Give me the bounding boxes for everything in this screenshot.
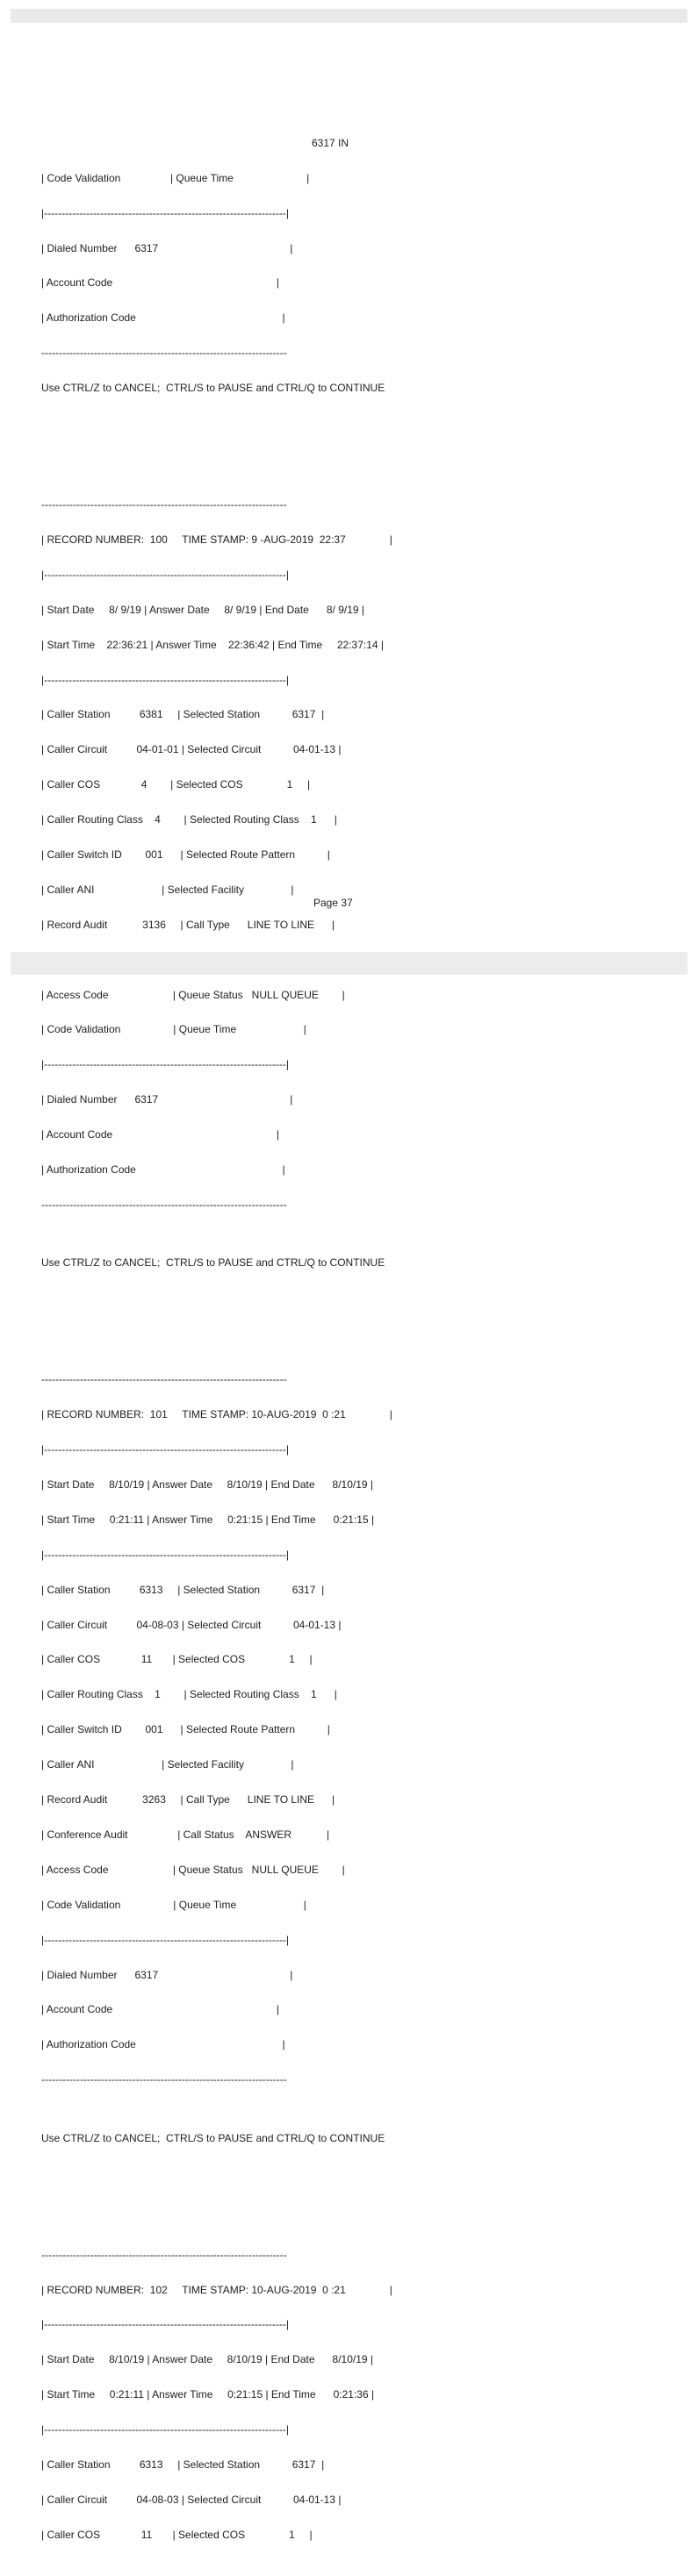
record-line: | Access Code | Queue Status NULL QUEUE | <box>41 1863 345 1876</box>
record-line: | Caller Station 6313 | Selected Station 6317 | <box>41 2458 325 2471</box>
record-line: | Caller Circuit 04-08-03 | Selected Circuit 04-01-13 | <box>41 2493 342 2506</box>
record-line: |---------------------------------------------------------------------| <box>41 1548 289 1561</box>
record-102 <box>41 2226 656 2565</box>
continued-rule: ---------------------------------------------------------------------- <box>41 347 287 360</box>
record-line: | Caller Station 6381 | Selected Station 6317 | <box>41 708 325 721</box>
scan-top-band <box>11 9 687 23</box>
record-line: |---------------------------------------------------------------------| <box>41 1058 289 1071</box>
record-line: | Record Audit 3263 | Call Type LINE TO LINE | <box>41 1793 335 1807</box>
record-line: | Record Audit 3136 | Call Type LINE TO LINE | <box>41 918 335 931</box>
prompt-line: Use CTRL/Z to CANCEL; CTRL/S to PAUSE and CTRL/Q to CONTINUE <box>41 1256 385 1270</box>
record-line: | Caller ANI | Selected Facility | <box>41 1758 294 1771</box>
record-100 <box>41 476 656 1234</box>
record-line: ---------------------------------------------------------------------- <box>41 2248 287 2261</box>
continued-row: | Code Validation | Queue Time | <box>41 171 310 184</box>
record-header: | RECORD NUMBER: 101 TIME STAMP: 10-AUG-2019 0 :21 | <box>41 1408 392 1421</box>
record-line: | Caller Circuit 04-08-03 | Selected Circuit 04-01-13 | <box>41 1618 342 1631</box>
record-line: ---------------------------------------------------------------------- <box>41 498 287 512</box>
record-101 <box>41 1351 656 2109</box>
record-line: | Authorization Code | <box>41 1163 285 1177</box>
record-line: | Access Code | Queue Status NULL QUEUE | <box>41 988 345 1001</box>
record-line: | Authorization Code | <box>41 2038 285 2051</box>
record-line: | Conference Audit | Call Status ANSWER | <box>41 1828 330 1841</box>
record-line: | Code Validation | Queue Time | <box>41 1023 306 1036</box>
continued-dialed-number: | Dialed Number 6317 | <box>41 241 293 254</box>
record-line: | Start Time 22:36:21 | Answer Time 22:36:42 | End Time 22:37:14 | <box>41 638 385 651</box>
record-line: | Caller COS 4 | Selected COS 1 | <box>41 778 311 791</box>
record-line: | Caller ANI | Selected Facility | <box>41 883 294 896</box>
report-page <box>41 103 656 2541</box>
record-line: |---------------------------------------------------------------------| <box>41 568 289 581</box>
record-line: | Start Time 0:21:11 | Answer Time 0:21:15 | End Time 0:21:15 | <box>41 1513 375 1526</box>
continued-authorization-code: | Authorization Code | <box>41 311 285 325</box>
record-line: | Dialed Number 6317 | <box>41 1093 293 1106</box>
record-line: | Caller Station 6313 | Selected Station 6317 | <box>41 1583 325 1596</box>
record-header: | RECORD NUMBER: 100 TIME STAMP: 9 -AUG-2019 22:37 | <box>41 533 392 546</box>
record-line: | Dialed Number 6317 | <box>41 1968 293 1981</box>
record-line: | Caller COS 11 | Selected COS 1 | <box>41 1653 313 1666</box>
record-line: | Start Date 8/ 9/19 | Answer Date 8/ 9/19 | End Date 8/ 9/19 | <box>41 603 364 616</box>
record-header: | RECORD NUMBER: 102 TIME STAMP: 10-AUG-2019 0 :21 | <box>41 2283 392 2296</box>
continued-account-code: | Account Code | <box>41 276 279 290</box>
prompt-line: Use CTRL/Z to CANCEL; CTRL/S to PAUSE and CTRL/Q to CONTINUE <box>41 382 385 395</box>
record-line: | Code Validation | Queue Time | <box>41 1898 306 1911</box>
page-number: Page 37 <box>313 897 353 909</box>
record-line: ---------------------------------------------------------------------- <box>41 1373 287 1386</box>
record-line: | Caller Routing Class 4 | Selected Routing Class 1 | <box>41 813 337 826</box>
record-line: | Start Time 0:21:11 | Answer Time 0:21:15 | End Time 0:21:36 | <box>41 2388 375 2401</box>
prompt-line: Use CTRL/Z to CANCEL; CTRL/S to PAUSE and CTRL/Q to CONTINUE <box>41 2131 385 2144</box>
queue-info: 6317 IN <box>312 136 349 149</box>
record-line: |---------------------------------------------------------------------| <box>41 2318 289 2331</box>
continued-separator: |---------------------------------------------------------------------| <box>41 206 289 219</box>
record-line: | Caller Switch ID 001 | Selected Route Pattern | <box>41 848 330 861</box>
record-line: | Caller COS 11 | Selected COS 1 | <box>41 2528 313 2541</box>
record-line: |---------------------------------------------------------------------| <box>41 1933 289 1946</box>
record-line: |---------------------------------------------------------------------| <box>41 2423 289 2436</box>
record-line: ---------------------------------------------------------------------- <box>41 1198 287 1211</box>
record-line: | Caller Circuit 04-01-01 | Selected Circuit 04-01-13 | <box>41 743 342 756</box>
record-line: | Caller Routing Class 1 | Selected Routing Class 1 | <box>41 1688 337 1701</box>
record-line: | Start Date 8/10/19 | Answer Date 8/10/19 | End Date 8/10/19 | <box>41 1478 374 1492</box>
scan-bottom-band <box>11 952 687 975</box>
record-line: |---------------------------------------------------------------------| <box>41 1443 289 1456</box>
record-line: |---------------------------------------------------------------------| <box>41 673 289 686</box>
record-line: | Start Date 8/10/19 | Answer Date 8/10/19 | End Date 8/10/19 | <box>41 2353 374 2366</box>
record-line: ---------------------------------------------------------------------- <box>41 2073 287 2086</box>
record-line: | Caller Switch ID 001 | Selected Route Pattern | <box>41 1723 330 1736</box>
record-line: | Account Code | <box>41 1128 279 1141</box>
record-line: | Account Code | <box>41 2003 279 2016</box>
